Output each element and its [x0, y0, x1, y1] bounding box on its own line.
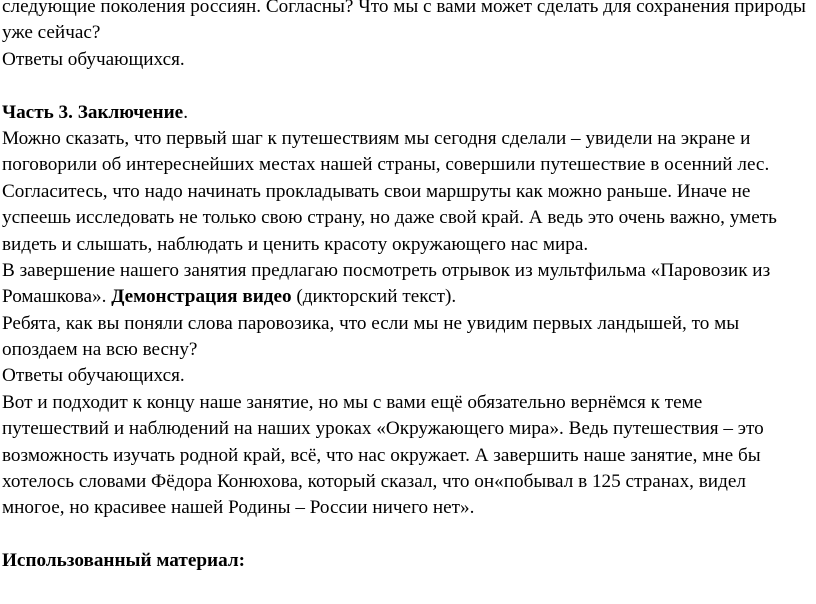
document-page: [2, 0, 814, 575]
section-heading-period: .: [183, 101, 188, 123]
video-demo-label: Демонстрация видео: [111, 286, 292, 308]
body-text-line: путешествий и наблюдений на наших уроках «Окружающего мира». Ведь путешествия – это: [2, 418, 764, 440]
body-text-line: поговорили об интереснейших местах нашей страны, совершили путешествие в осенний лес.: [2, 154, 770, 176]
body-text-line: [2, 284, 814, 310]
answers-note: Ответы обучающихся.: [2, 365, 185, 387]
materials-heading: Использованный материал:: [2, 550, 245, 572]
paragraph-spacer: [2, 522, 814, 548]
section-heading-part3: [2, 100, 814, 126]
body-text-line: успеешь исследовать не только свою страну, но даже свой край. А ведь это очень важно, уметь: [2, 207, 777, 229]
body-text-line: возможность изучать родной край, всё, что нас окружает. А завершить наше занятие, мне бы: [2, 444, 761, 466]
body-text-line: Можно сказать, что первый шаг к путешествиям мы сегодня сделали – увидели на экране и: [2, 127, 751, 149]
body-text-line: многое, но красивее нашей Родины – России ничего нет».: [2, 497, 475, 519]
body-text-line: хотелось словами Фёдора Конюхова, который сказал, что он«побывал в 125 странах, видел: [2, 471, 746, 493]
body-text-line: видеть и слышать, наблюдать и ценить красоту окружающего нас мира.: [2, 233, 589, 255]
paragraph-spacer: [2, 73, 814, 99]
text-run: (дикторский текст).: [291, 286, 457, 308]
body-text-line: опоздаем на всю весну?: [2, 339, 198, 361]
section-heading-text: Часть 3. Заключение: [2, 101, 184, 123]
body-text-line: следующие поколения россиян. Согласны? Что мы с вами может сделать для сохранения природы: [2, 0, 806, 17]
body-text-line: Согласитесь, что надо начинать прокладывать свои маршруты как можно раньше. Иначе не: [2, 180, 751, 202]
text-run: Ромашкова».: [2, 286, 112, 308]
answers-note: Ответы обучающихся.: [2, 48, 185, 70]
body-text-line: В завершение нашего занятия предлагаю посмотреть отрывок из мультфильма «Паровозик из: [2, 259, 771, 281]
body-text-line: уже сейчас?: [2, 22, 101, 44]
body-text-line: Вот и подходит к концу наше занятие, но мы с вами ещё обязательно вернёмся к теме: [2, 391, 703, 413]
body-text-line: Ребята, как вы поняли слова паровозика, что если мы не увидим первых ландышей, то мы: [2, 312, 740, 334]
